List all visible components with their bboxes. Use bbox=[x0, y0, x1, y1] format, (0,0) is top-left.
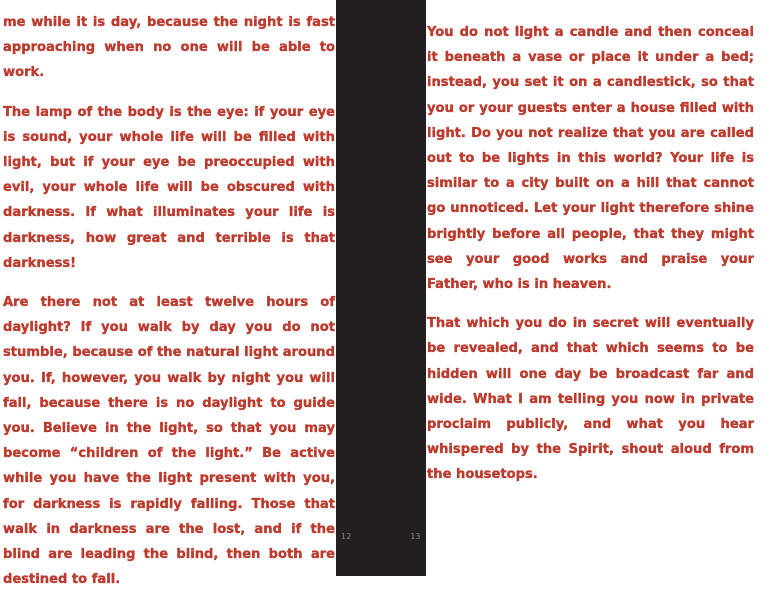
left-paragraph: Are there not at least twelve hours of daylight? If you walk by day you do not stumble, because of the natural light around you. If, however, you walk by night you will fall, because there is no daylight to guide you. Believe in the light, so that you may become “children of the light.” Be active while you have the light present with you, for darkness is rapidly falling. Those that walk in darkness are the lost, and if the blind are leading the blind, then both are destined to fall. bbox=[3, 295, 335, 588]
center-gutter bbox=[336, 0, 426, 576]
left-paragraph: me while it is day, because the night is fast approaching when no one will be able to work. bbox=[3, 15, 335, 81]
page-number-left: 12 bbox=[341, 532, 352, 541]
left-page-text bbox=[3, 10, 335, 592]
right-paragraph: You do not light a candle and then conceal it beneath a vase or place it under a bed; instead, you set it on a candlestick, so that you or your guests enter a house filled with light. Do you not realize that you are called out to be lights in this world? Your life is similar to a city built on a hill that cannot go unnoticed. Let your light therefore shine brightly before all people, that they might see your good works and praise your Father, who is in heaven. bbox=[427, 25, 754, 293]
left-paragraph: The lamp of the body is the eye: if your eye is sound, your whole life will be filled with light, but if your eye be preoccupied with evil, your whole life will be obscured with darkness. If what illuminates your life is darkness, how great and terrible is that darkness! bbox=[3, 104, 335, 271]
right-page-text bbox=[427, 20, 754, 488]
right-paragraph: That which you do in secret will eventually be revealed, and that which seems to be hidden will one day be broadcast far and wide. What I am telling you now in private proclaim publicly, and what you hear whispered by the Spirit, shout aloud from the housetops. bbox=[427, 316, 754, 483]
left-page bbox=[3, 0, 335, 588]
page-number-right: 13 bbox=[410, 532, 421, 541]
right-page bbox=[427, 0, 754, 576]
